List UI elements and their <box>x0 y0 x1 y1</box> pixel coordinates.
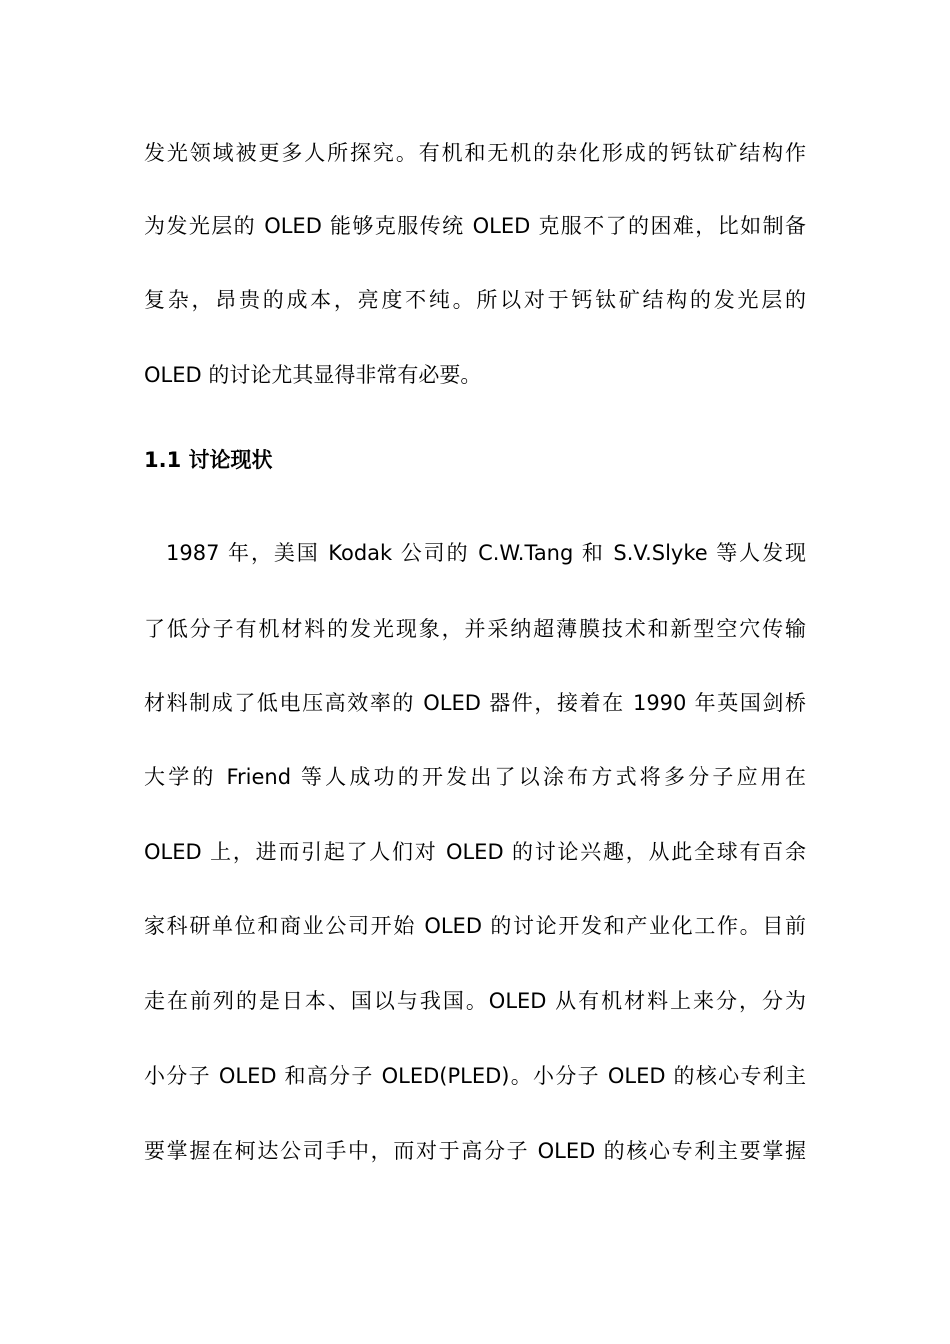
paragraph-line: 大学的 Friend 等人成功的开发出了以涂布方式将多分子应用在 <box>144 765 806 789</box>
paragraph-line: 复杂，昂贵的成本，亮度不纯。所以对于钙钛矿结构的发光层的 <box>144 288 806 312</box>
paragraph-line: 小分子 OLED 和高分子 OLED(PLED)。小分子 OLED 的核心专利主 <box>144 1064 806 1088</box>
paragraph-line: OLED 上，进而引起了人们对 OLED 的讨论兴趣，从此全球有百余 <box>144 840 806 864</box>
paragraph-line: 走在前列的是日本、国以与我国。OLED 从有机材料上来分，分为 <box>144 989 806 1013</box>
paragraph-line: 要掌握在柯达公司手中，而对于高分子 OLED 的核心专利主要掌握 <box>144 1139 806 1163</box>
section-heading: 1.1 讨论现状 <box>144 448 273 472</box>
paragraph-line: 了低分子有机材料的发光现象，并采纳超薄膜技术和新型空穴传输 <box>144 617 806 641</box>
paragraph-line: 材料制成了低电压高效率的 OLED 器件，接着在 1990 年英国剑桥 <box>144 691 806 715</box>
paragraph-line: 发光领域被更多人所探究。有机和无机的杂化形成的钙钛矿结构作 <box>144 141 806 165</box>
paragraph-line: 家科研单位和商业公司开始 OLED 的讨论开发和产业化工作。目前 <box>144 914 806 938</box>
paragraph-line: OLED 的讨论尤其显得非常有必要。 <box>144 363 482 387</box>
paragraph-line: 为发光层的 OLED 能够克服传统 OLED 克服不了的困难，比如制备 <box>144 214 806 238</box>
paragraph-line-indented: 1987 年，美国 Kodak 公司的 C.W.Tang 和 S.V.Slyke 等人发现 <box>166 541 806 565</box>
